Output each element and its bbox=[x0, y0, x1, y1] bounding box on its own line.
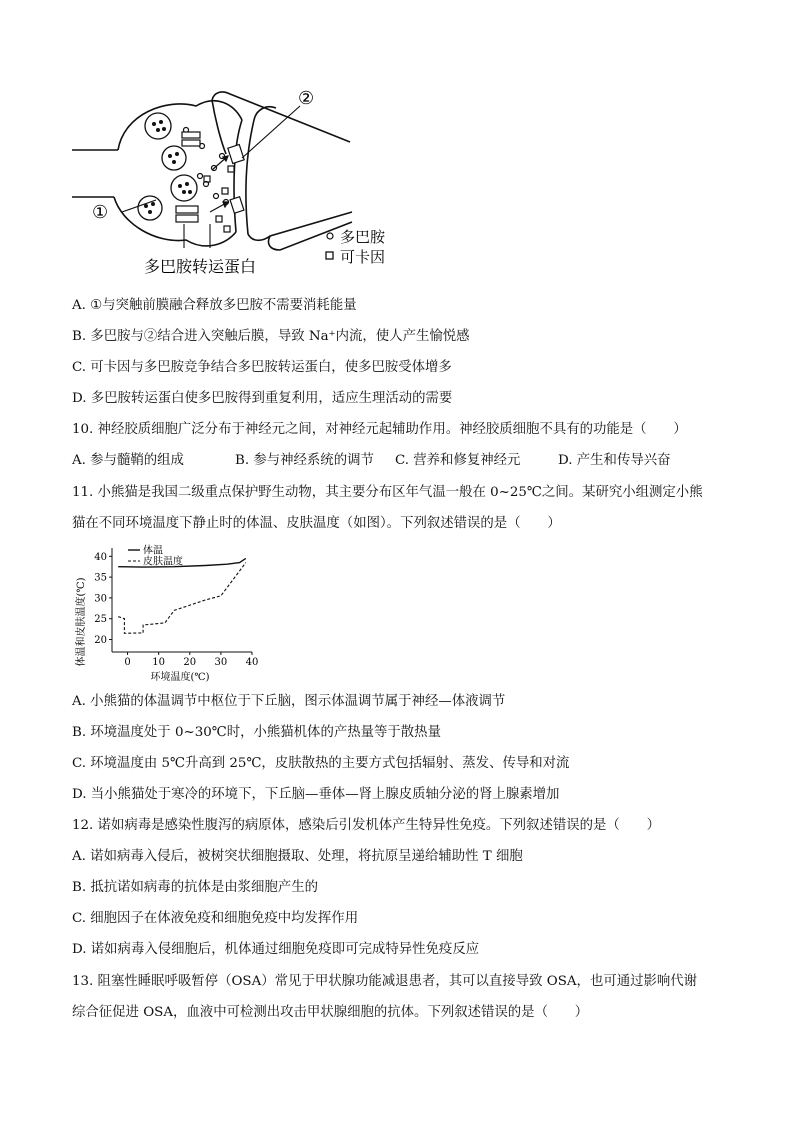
dopamine-legend-icon bbox=[327, 233, 333, 239]
q12-option-c: C. 细胞因子在体液免疫和细胞免疫中均发挥作用 bbox=[72, 911, 359, 926]
q9-option-c: C. 可卡因与多巴胺竞争结合多巴胺转运蛋白，使多巴胺受体增多 bbox=[72, 360, 452, 375]
q11-stem-line1: 11. 小熊猫是我国二级重点保护野生动物，其主要分布区年气温一般在 0~25℃之间。某研究小组测定小熊 bbox=[72, 485, 703, 500]
chart-series-line-skin-temp bbox=[118, 563, 246, 634]
q12-option-d: D. 诺如病毒入侵细胞后，机体通过细胞免疫即可完成特异性免疫反应 bbox=[72, 942, 480, 957]
q9-option-a: A. ①与突触前膜融合释放多巴胺不需要消耗能量 bbox=[72, 298, 357, 313]
chart-x-tick-label: 10 bbox=[152, 657, 166, 668]
chart-x-axis-label: 环境温度(℃) bbox=[150, 672, 210, 683]
q11-option-a: A. 小熊猫的体温调节中枢位于下丘脑，图示体温调节属于神经—体液调节 bbox=[72, 694, 506, 709]
q9-option-d: D. 多巴胺转运蛋白使多巴胺得到重复利用，适应生理活动的需要 bbox=[72, 391, 453, 406]
legend-cocaine: 可卡因 bbox=[340, 248, 386, 266]
chart-y-tick-label: 35 bbox=[94, 572, 107, 584]
chart-y-tick-label: 25 bbox=[94, 614, 107, 626]
q12-option-b: B. 抵抗诺如病毒的抗体是由浆细胞产生的 bbox=[72, 880, 318, 895]
q11-option-b: B. 环境温度处于 0~30℃时，小熊猫机体的产热量等于散热量 bbox=[72, 725, 441, 740]
q10-option-a: A. 参与髓鞘的组成 bbox=[72, 453, 184, 468]
cocaine-legend-icon bbox=[326, 252, 333, 259]
chart-y-tick-label: 40 bbox=[94, 551, 107, 563]
q12-option-a: A. 诺如病毒入侵后，被树突状细胞摄取、处理，将抗原呈递给辅助性 T 细胞 bbox=[72, 849, 523, 864]
q10-option-c: C. 营养和修复神经元 bbox=[395, 453, 521, 468]
chart-legend-label: 皮肤温度 bbox=[143, 556, 183, 568]
q12-stem: 12. 诺如病毒是感染性腹泻的病原体，感染后引发机体产生特异性免疫。下列叙述错误的是（ ） bbox=[72, 818, 660, 833]
chart-x-tick-label: 40 bbox=[245, 657, 259, 668]
temperature-chart bbox=[70, 540, 270, 686]
q13-stem-line1: 13. 阻塞性睡眠呼吸暂停（OSA）常见于甲状腺功能减退患者，其可以直接导致 OSA，也可通过影响代谢 bbox=[72, 974, 698, 989]
q13-stem-line2: 综合征促进 OSA，血液中可检测出攻击甲状腺细胞的抗体。下列叙述错误的是（ ） bbox=[72, 1005, 589, 1020]
chart-x-tick-label: 30 bbox=[214, 657, 228, 668]
chart-x-tick-label: 0 bbox=[124, 657, 131, 668]
q9-option-b: B. 多巴胺与②结合进入突触后膜，导致 Na⁺内流，使人产生愉悦感 bbox=[72, 329, 470, 344]
synapse-diagram bbox=[66, 84, 406, 280]
chart-legend-label: 体温 bbox=[143, 545, 163, 557]
legend-dopamine: 多巴胺 bbox=[340, 228, 386, 246]
q10-stem: 10. 神经胶质细胞广泛分布于神经元之间，对神经元起辅助作用。神经胶质细胞不具有的功能是（ ） bbox=[72, 422, 687, 437]
q10-option-b: B. 参与神经系统的调节 bbox=[235, 453, 374, 468]
q11-option-d: D. 当小熊猫处于寒冷的环境下，下丘脑—垂体—肾上腺皮质轴分泌的肾上腺素增加 bbox=[72, 787, 560, 802]
chart-y-tick-label: 30 bbox=[94, 593, 107, 605]
transporter-caption: 多巴胺转运蛋白 bbox=[144, 257, 257, 276]
q10-options bbox=[72, 452, 722, 470]
chart-y-tick-label: 20 bbox=[94, 635, 107, 647]
label-1: ① bbox=[92, 202, 109, 223]
chart-y-axis-label: 体温和皮肤温度(℃) bbox=[76, 577, 87, 667]
q11-stem-line2: 猫在不同环境温度下静止时的体温、皮肤温度（如图）。下列叙述错误的是（ ） bbox=[72, 516, 561, 531]
q10-option-d: D. 产生和传导兴奋 bbox=[558, 453, 671, 468]
q11-option-c: C. 环境温度由 5℃升高到 25℃，皮肤散热的主要方式包括辐射、蒸发、传导和对流 bbox=[72, 756, 570, 771]
chart-x-tick-label: 20 bbox=[183, 657, 197, 668]
label-2: ② bbox=[298, 88, 315, 109]
